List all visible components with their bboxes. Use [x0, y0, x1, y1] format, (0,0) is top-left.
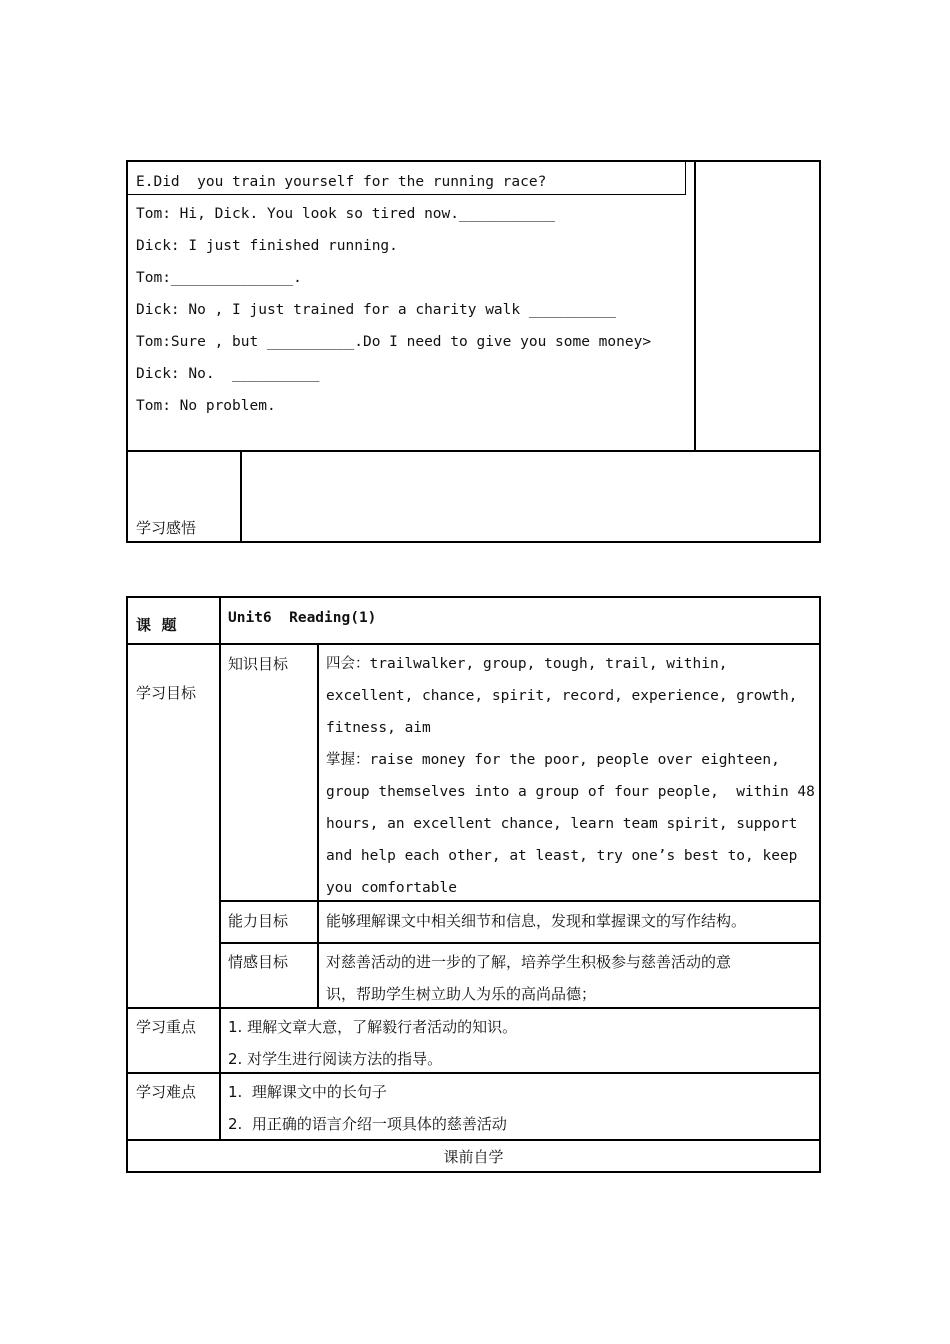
row-divider — [219, 900, 821, 902]
exercise-right-divider — [694, 160, 696, 452]
reflection-label: 学习感悟 — [136, 519, 197, 537]
focus-item: 1. 理解文章大意，了解毅行者活动的知识。 — [228, 1018, 518, 1036]
dialogue-line: Dick: I just finished running. — [136, 238, 398, 254]
difficulty-item: 1. 理解课文中的长句子 — [228, 1083, 387, 1101]
ability-label: 能力目标 — [228, 912, 289, 930]
topic-value: Unit6 Reading(1) — [228, 610, 377, 626]
row-divider — [126, 643, 821, 645]
topic-label: 课 题 — [136, 616, 177, 634]
emotion-line: 识，帮助学生树立助人为乐的高尚品德； — [326, 985, 597, 1003]
emotion-line: 对慈善活动的进一步的了解，培养学生积极参与慈善活动的意 — [326, 953, 732, 971]
difficulty-label: 学习难点 — [136, 1083, 197, 1101]
knowledge-line: fitness, aim — [326, 720, 431, 736]
objectives-label: 学习目标 — [136, 684, 197, 702]
dialogue-line: Tom: No problem. — [136, 398, 276, 414]
focus-item: 2. 对学生进行阅读方法的指导。 — [228, 1050, 443, 1068]
dialogue-line: Tom: Hi, Dick. You look so tired now.___________ — [136, 206, 556, 222]
emotion-label: 情感目标 — [228, 953, 289, 971]
preclass-label: 课前自学 — [443, 1148, 504, 1166]
reflection-divider — [240, 450, 242, 543]
knowledge-line: excellent, chance, spirit, record, experience, growth, — [326, 688, 798, 704]
col1-divider — [219, 596, 221, 1140]
knowledge-label: 知识目标 — [228, 655, 289, 673]
knowledge-line: 四会：trailwalker, group, tough, trail, within, — [326, 656, 728, 672]
knowledge-line: and help each other, at least, try one’s best to, keep — [326, 848, 798, 864]
knowledge-line: hours, an excellent chance, learn team spirit, support — [326, 816, 798, 832]
knowledge-line: 掌握：raise money for the poor, people over eighteen, — [326, 752, 780, 768]
dialogue-line: Dick: No , I just trained for a charity walk __________ — [136, 302, 617, 318]
col2-divider — [317, 643, 319, 1008]
difficulty-item: 2. 用正确的语言介绍一项具体的慈善活动 — [228, 1115, 507, 1133]
knowledge-line: you comfortable — [326, 880, 457, 896]
knowledge-line: group themselves into a group of four people, within 48 — [326, 784, 815, 800]
dialogue-line: Dick: No. __________ — [136, 366, 320, 382]
exercise-row-divider — [126, 450, 821, 452]
dialogue-line: Tom:______________. — [136, 270, 302, 286]
ability-text: 能够理解课文中相关细节和信息，发现和掌握课文的写作结构。 — [326, 912, 747, 930]
focus-label: 学习重点 — [136, 1018, 197, 1036]
row-divider — [219, 942, 821, 944]
dialogue-line: Tom:Sure , but __________.Do I need to give you some money> — [136, 334, 652, 350]
exercise-heading: E.Did you train yourself for the running race? — [136, 174, 547, 190]
